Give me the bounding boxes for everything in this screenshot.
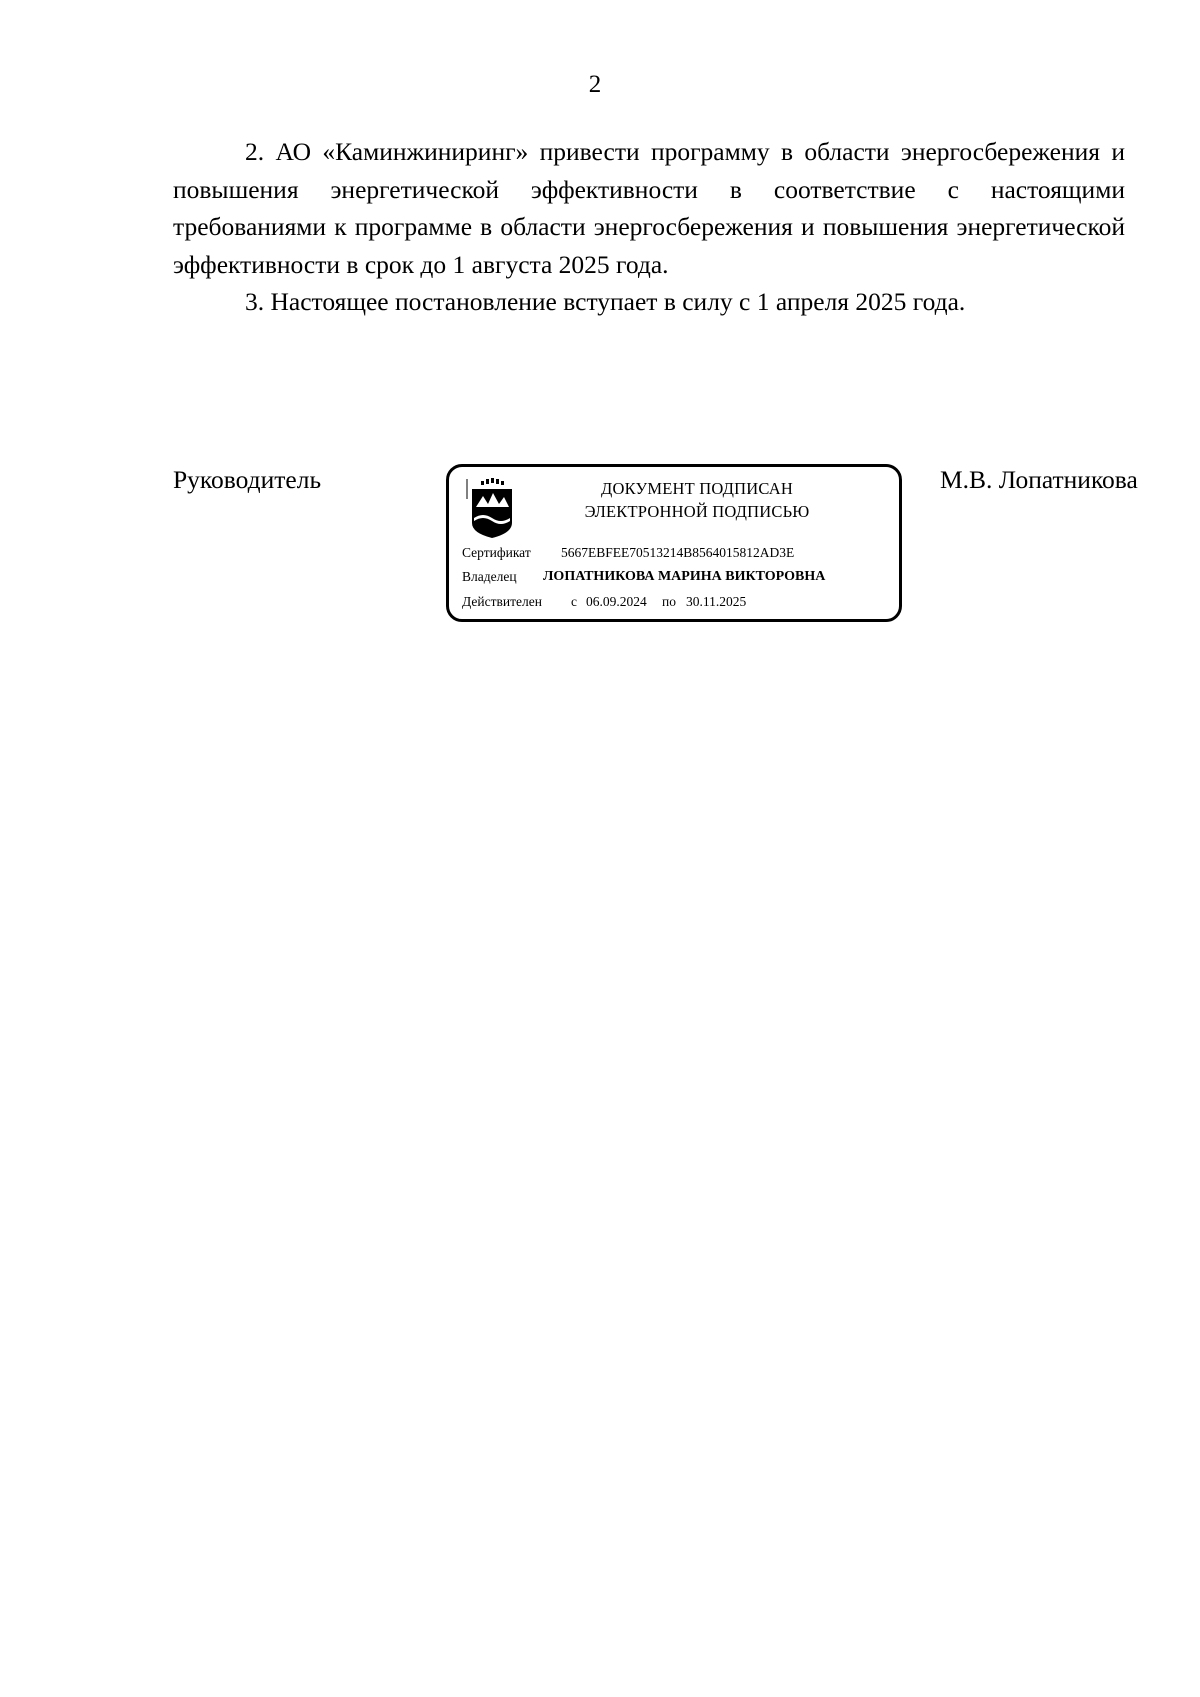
- electronic-signature-stamp: [446, 464, 902, 622]
- paragraph-3: 3. Настоящее постановление вступает в силу с 1 апреля 2025 года.: [245, 287, 966, 316]
- stamp-title-line-2: ЭЛЕКТРОННОЙ ПОДПИСЬЮ: [584, 502, 810, 521]
- page-number: 2: [588, 71, 602, 98]
- validity-to-prefix: по: [662, 594, 676, 609]
- validity-to: 30.11.2025: [686, 594, 747, 609]
- validity-from: 06.09.2024: [586, 594, 647, 609]
- stamp-title: [527, 477, 867, 523]
- certificate-label: Сертификат: [462, 545, 531, 560]
- stamp-title-line-1: ДОКУМЕНТ ПОДПИСАН: [601, 479, 793, 498]
- signatory-name: М.В. Лопатникова: [940, 465, 1138, 494]
- owner-label: Владелец: [462, 569, 517, 584]
- validity-from-prefix: с: [571, 594, 577, 609]
- signatory-position: Руководитель: [173, 465, 322, 494]
- owner-value: ЛОПАТНИКОВА МАРИНА ВИКТОРОВНА: [543, 569, 826, 584]
- certificate-value: 5667EBFEE70513214B8564015812AD3E: [561, 545, 795, 560]
- validity-label: Действителен: [462, 594, 542, 609]
- document-body: [173, 133, 1125, 321]
- paragraph-2: 2. АО «Каминжиниринг» привести программу в области энергосбережения и повышения энергетической эффективности в соответствие с настоящими требованиями к программе в области энергосбережения и повышения энергетической эффективности в срок до 1 августа 2025 года.: [173, 137, 1125, 279]
- kamchatka-emblem-icon: [464, 477, 520, 539]
